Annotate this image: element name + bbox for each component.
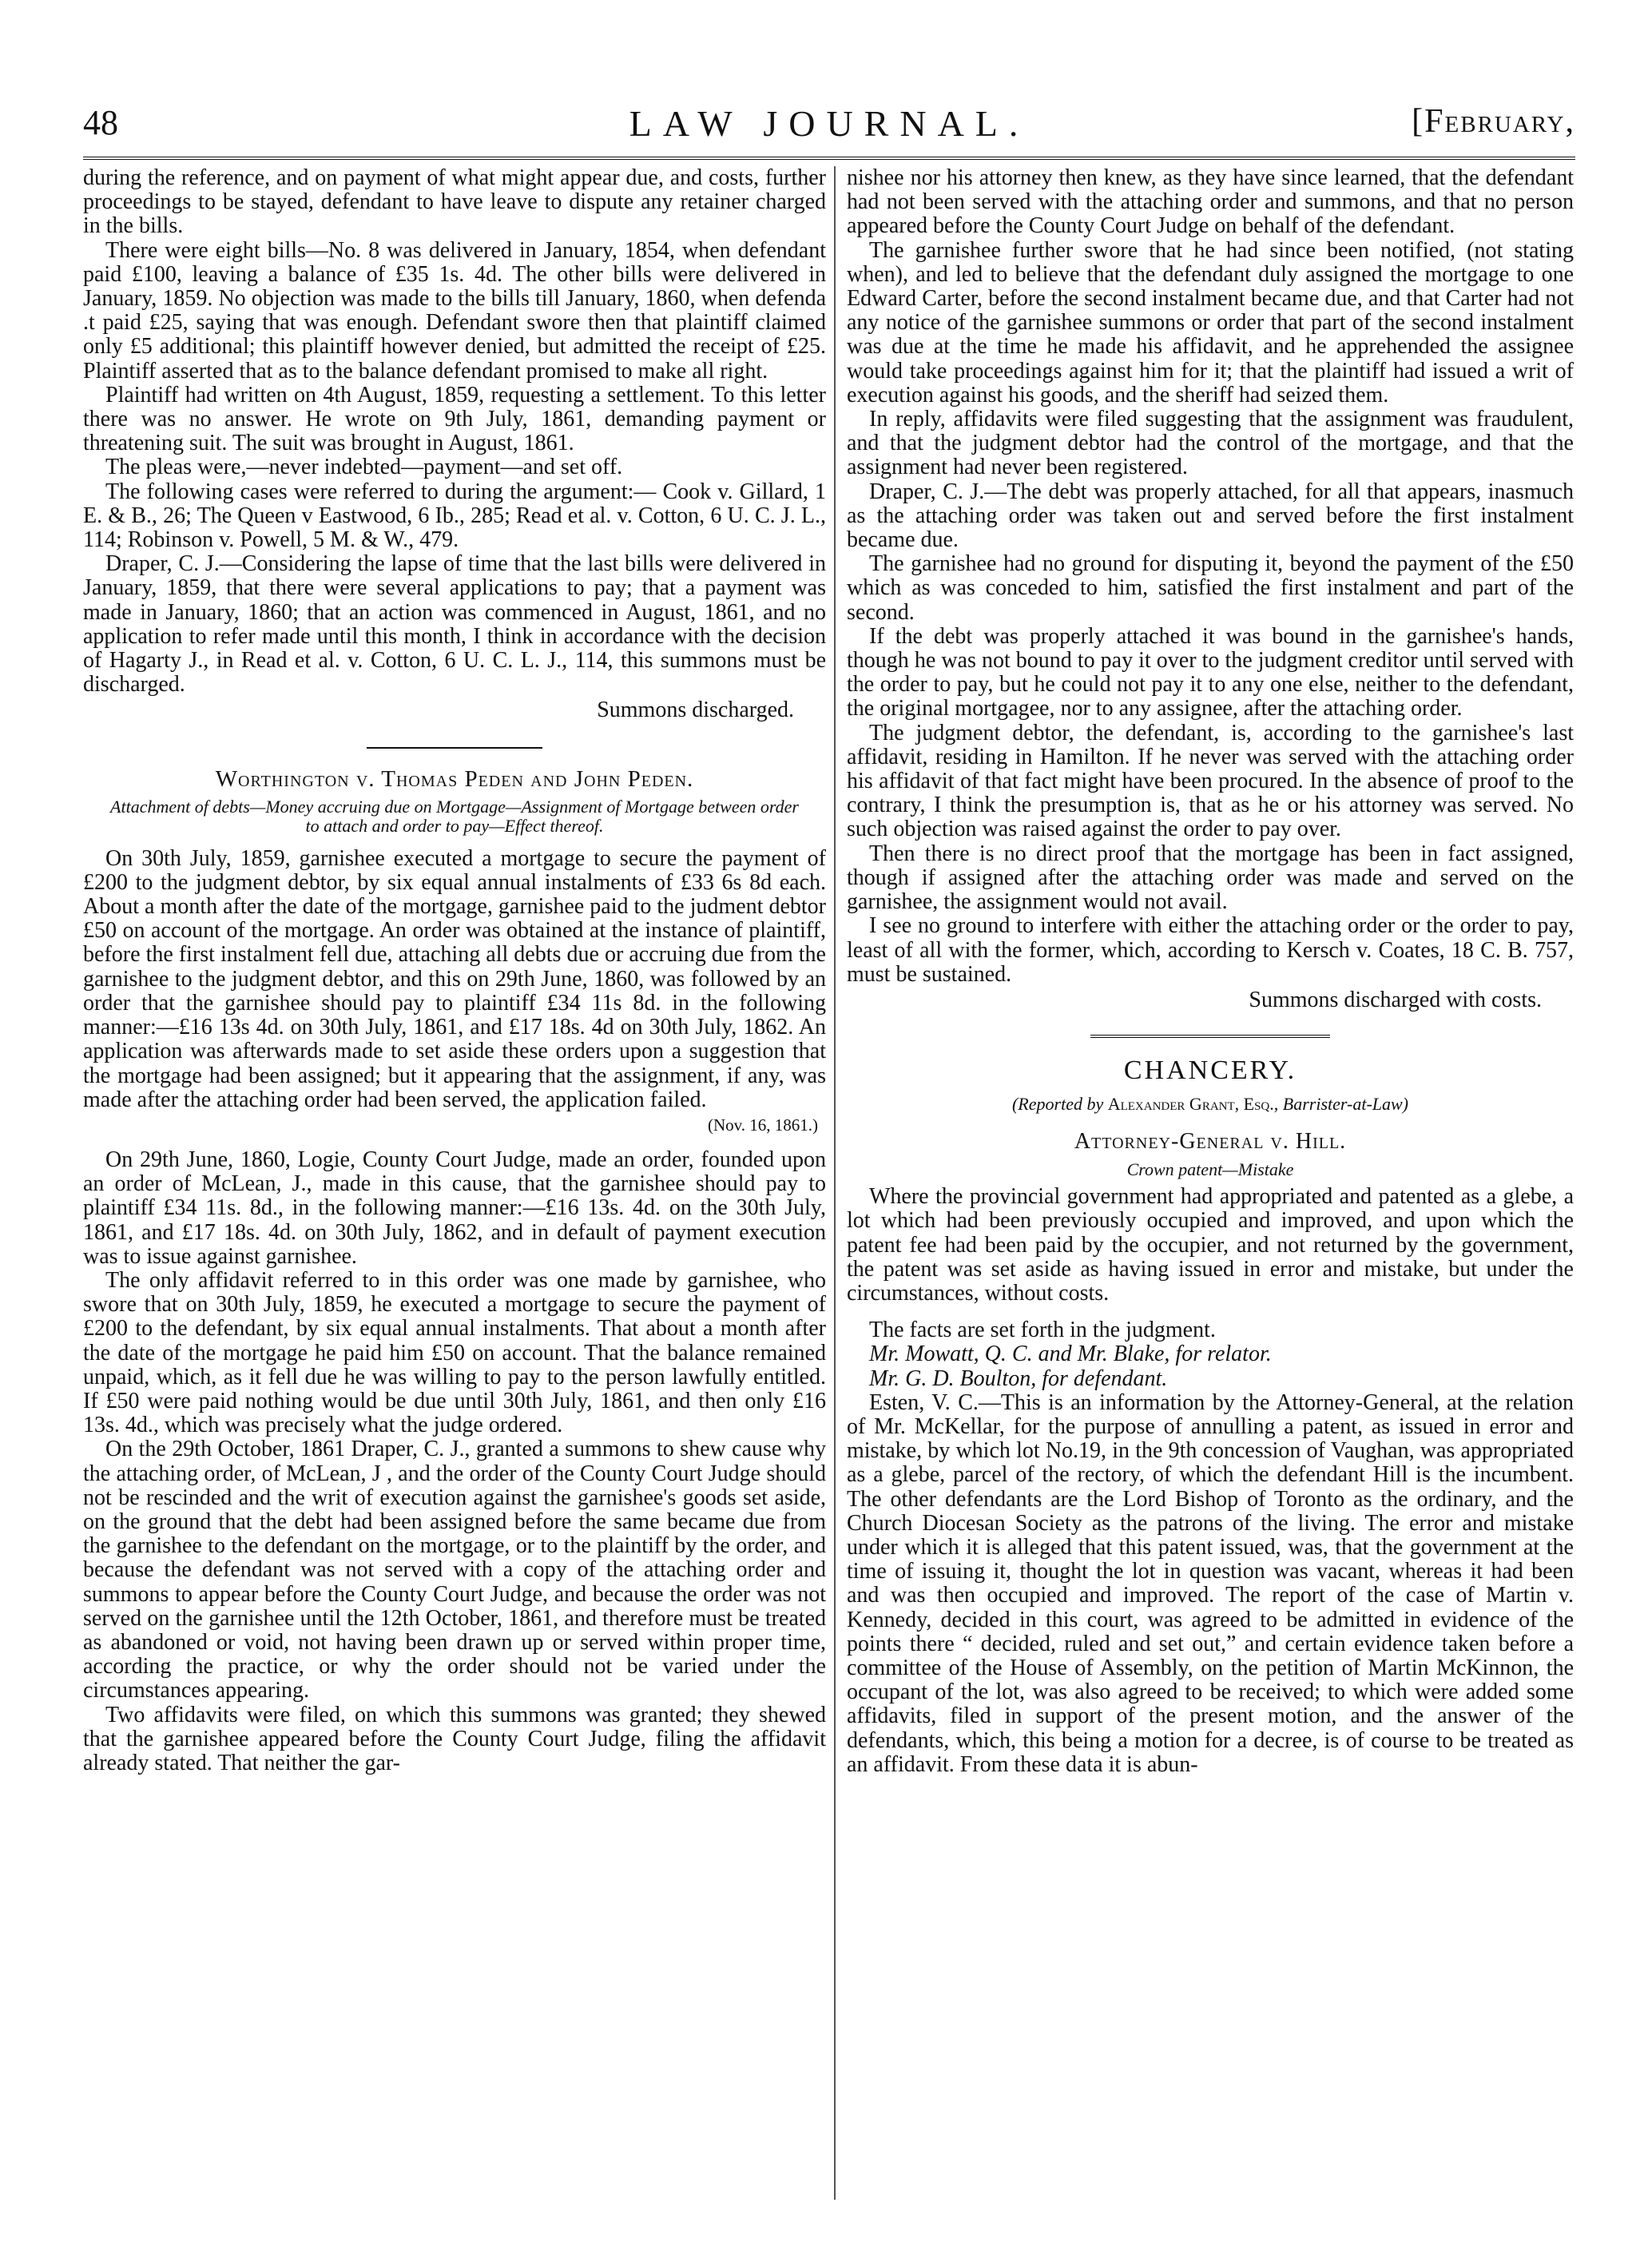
judgment-paragraph: Esten, V. C.—This is an information by the Attorney-General, at the relation of Mr. McKellar, for the purpose of annulling a patent, as issued in error and mistake, by which lot No.19, in the 9th concession of Vaughan, was appropriated as a glebe, parcel of the rectory, of which the defendant Hill is the incumbent. The other defendants are the Lord Bishop of Toronto as the ordinary, and the Church Diocesan Society as the patrons of the living. The error and mistake under which it is alleged that this patent issued, was, that the government at the time of issuing it, thought the lot in question was vacant, whereas it had been and was then occupied and improved. The report of the case of Martin v. Kennedy, decided in this court, was agreed to be admitted in evidence of the points there “ decided, ruled and set out,” and certain evidence taken before a committee of the House of Assembly, on the petition of Martin McKinnon, the occupant of the lot, was also agreed to be received; to which were added some affidavits, filed in support of the present motion, and the answer of the defendants, which, this being a motion for a decree, is of course to be treated as an affidavit. From these data it is abun-	[847, 1389, 1574, 1777]
case-title: Attorney-General v. Hill.	[1074, 1129, 1347, 1155]
case-subject: Crown patent—Mistake	[1126, 1159, 1294, 1180]
counsel-block	[847, 1318, 1574, 1391]
section-rule	[367, 747, 542, 749]
page-header	[83, 102, 1575, 150]
section-rule	[1090, 1035, 1330, 1038]
cases-cited: The following cases were referred to during the argument:— Cook v. Gillard, 1 E. & B., 26; The Queen v Eastwood, 6 Ib., 285; Read et al. v. Cotton, 6 U. C. J. L., 114; Robinson v. Powell, 5 M. & W., 479.	[83, 479, 826, 553]
counsel-line: Mr. Mowatt, Q. C. and Mr. Blake, for relator.	[869, 1342, 1272, 1367]
paragraph: Plaintiff had written on 4th August, 1859, requesting a settlement. To this letter there was no answer. He wrote on 9th July, 1861, demanding payment or threatening suit. The suit was brought in August, 1861.	[83, 382, 826, 456]
paragraph: The facts are set forth in the judgment.	[869, 1318, 1216, 1343]
paragraph: The garnishee had no ground for disputing it, beyond the payment of the £50 which as was conceded to him, satisfied the first instalment and part of the second.	[847, 551, 1574, 625]
running-title: LAW JOURNAL.	[629, 103, 1030, 144]
disposition: Summons discharged with costs.	[1249, 987, 1542, 1012]
running-month: [February,	[1412, 103, 1575, 140]
counsel-line: Mr. G. D. Boulton, for defendant.	[869, 1366, 1168, 1391]
paragraph: during the reference, and on payment of what might appear due, and costs, further proceedings to be stayed, defendant to have leave to dispute any retainer charged in the bills.	[83, 165, 826, 239]
headnote-date: (Nov. 16, 1861.)	[707, 1115, 818, 1135]
paragraph: There were eight bills—No. 8 was delivered in January, 1854, when defendant paid £100, leaving a balance of £35 1s. 4d. The other bills were delivered in January, 1859. No objection was made to the bills till January, 1860, when defenda .t paid £25, saying that was enough. Defendant swore then that plaintiff claimed only £5 additional; this plaintiff however denied, but admitted the receipt of £25. Plaintiff asserted that as to the balance defendant promised to make all right.	[83, 237, 826, 384]
paragraph: Then there is no direct proof that the mortgage has been in fact assigned, though if assigned after the attaching order was made and served on the garnishee, the assignment would not avail.	[847, 841, 1574, 915]
paragraph: On 29th June, 1860, Logie, County Court Judge, made an order, founded upon an order of McLean, J., made in this cause, that the garnishee should pay to plaintiff £34 11s. 8d., in the following manner:—£16 13s. 4d. on the 30th July, 1861, and £17 18s. 4d. on 30th July, 1862, and in default of payment execution was to issue against garnishee.	[83, 1147, 826, 1269]
case-title: Worthington v. Thomas Peden and John Peden.	[215, 765, 694, 792]
paragraph: The pleas were,—never indebted—payment—and set off.	[105, 455, 623, 480]
reporter-name: Alexander Grant, Esq.,	[1107, 1094, 1279, 1115]
case-subject: Attachment of debts—Money accruing due on Mortgage—Assignment of Mortgage between order to attach and order to pay—Effect thereof.	[110, 796, 799, 836]
left-column	[83, 166, 826, 1775]
section-heading: CHANCERY.	[1123, 1055, 1297, 1086]
column-divider	[834, 166, 836, 2200]
reporter-suffix: Barrister-at-Law)	[1278, 1094, 1408, 1115]
paragraph: The garnishee further swore that he had since been notified, (not stating when), and led to believe that the defendant duly assigned the mortgage to one Edward Carter, before the second instalment became due, and that Carter had not any notice of the garnishee summons or order that part of the second instalment was due at the time he made his affidavit, and he apprehended the assignee would take proceedings against him for it; that the plaintiff had issued a writ of execution against his goods, and the sheriff had seized them.	[847, 237, 1574, 407]
headnote: On 30th July, 1859, garnishee executed a mortgage to secure the payment of £200 to the judgment debtor, by six equal annual instalments of £33 6s 8d each. About a month after the date of the mortgage, garnishee paid to the judment debtor £50 on account of the mortgage. An order was obtained at the instance of plaintiff, before the first instalment fell due, attaching all debts due or accruing due from the garnishee to the judgment debtor, and this on 29th June, 1860, was followed by an order that the garnishee should pay to plaintiff £34 11s 8d. in the following manner:—£16 13s 4d. on 30th July, 1861, and £17 18s. 4d on 30th July, 1862. An application was afterwards made to set aside these orders upon a suggestion that the mortgage had been assigned; but it appearing that the assignment, if any, was made after the attaching order had been served, the application failed.	[83, 845, 826, 1112]
paragraph: The judgment debtor, the defendant, is, according to the garnishee's last affidavit, residing in Hamilton. If he never was served with the attaching order his affidavit of that fact might have been procured. In the absence of proof to the contrary, I think the presumption is, that as he or his attorney was served. No such objection was raised against the order to pay over.	[847, 720, 1574, 842]
disposition: Summons discharged.	[597, 698, 794, 723]
paragraph: In reply, affidavits were filed suggesting that the assignment was fraudulent, and that the judgment debtor had the control of the mortgage, and that the assignment had never been registered.	[847, 407, 1574, 480]
judgment-paragraph: Draper, C. J.—The debt was properly attached, for all that appears, inasmuch as the attaching order was taken out and served before the first instalment became due.	[847, 479, 1574, 553]
reporter-prefix: (Reported by	[1011, 1094, 1108, 1115]
reporter-line	[847, 1094, 1574, 1115]
paragraph: If the debt was properly attached it was bound in the garnishee's hands, though he was not bound to pay it over to the judgment creditor until served with the order to pay, but he could not pay it to any one else, neither to the defendant, the original mortgagee, nor to any assignee, after the attaching order.	[847, 623, 1574, 722]
judgment-paragraph: Draper, C. J.—Considering the lapse of time that the last bills were delivered in January, 1859, that there were several applications to pay; that a payment was made in January, 1860; that an action was commenced in August, 1861, and no application to refer made until this month, I think in accordance with the decision of Hagarty J., in Read et al. v. Cotton, 6 U. C. L. J., 114, this summons must be discharged.	[83, 551, 826, 698]
paragraph: Two affidavits were filed, on which this summons was granted; they shewed that the garnishee appeared before the County Court Judge, filing the affidavit already stated. That neither the gar-	[83, 1702, 826, 1775]
right-column	[847, 166, 1574, 1777]
headnote: Where the provincial government had appropriated and patented as a glebe, a lot which had been previously occupied and improved, and upon which the patent fee had been paid by the occupier, and not returned by the government, the patent was set aside as having issued in error and mistake, but under the circumstances, without costs.	[847, 1184, 1574, 1306]
paragraph: The only affidavit referred to in this order was one made by garnishee, who swore that on 30th July, 1859, he executed a mortgage to secure the payment of £200 to the defendant, by six equal annual instalments. That about a month after the date of the mortgage he paid him £50 on account. That the balance remained unpaid, which, as it fell due he was willing to pay to the person lawfully entitled. If £50 were paid nothing would be due until 30th July, 1861, and then only £16 13s. 4d., which was precisely what the judge ordered.	[83, 1267, 826, 1438]
page-number: 48	[83, 103, 118, 142]
header-rule	[83, 157, 1575, 160]
paragraph: I see no ground to interfere with either the attaching order or the order to pay, least of all with the former, which, according to Kersch v. Coates, 18 C. B. 757, must be sustained.	[847, 913, 1574, 987]
paragraph: On the 29th October, 1861 Draper, C. J., granted a summons to shew cause why the attaching order, of McLean, J , and the order of the County Court Judge should not be rescinded and the writ of execution against the garnishee's goods set aside, on the ground that the debt had been assigned before the same became due from the garnishee to the defendant on the mortgage, or to the plaintiff by the order, and because the defendant was not served with a copy of the attaching order and summons to appear before the County Court Judge, and because the order was not served on the garnishee until the 12th October, 1861, and therefore must be treated as abandoned or void, not having been drawn up or served within proper time, according the practice, or why the order should not be varied under the circumstances appearing.	[83, 1437, 826, 1703]
paragraph: nishee nor his attorney then knew, as they have since learned, that the defendant had not been served with the attaching order and summons, and that no person appeared before the County Court Judge on behalf of the defendant.	[847, 165, 1574, 239]
